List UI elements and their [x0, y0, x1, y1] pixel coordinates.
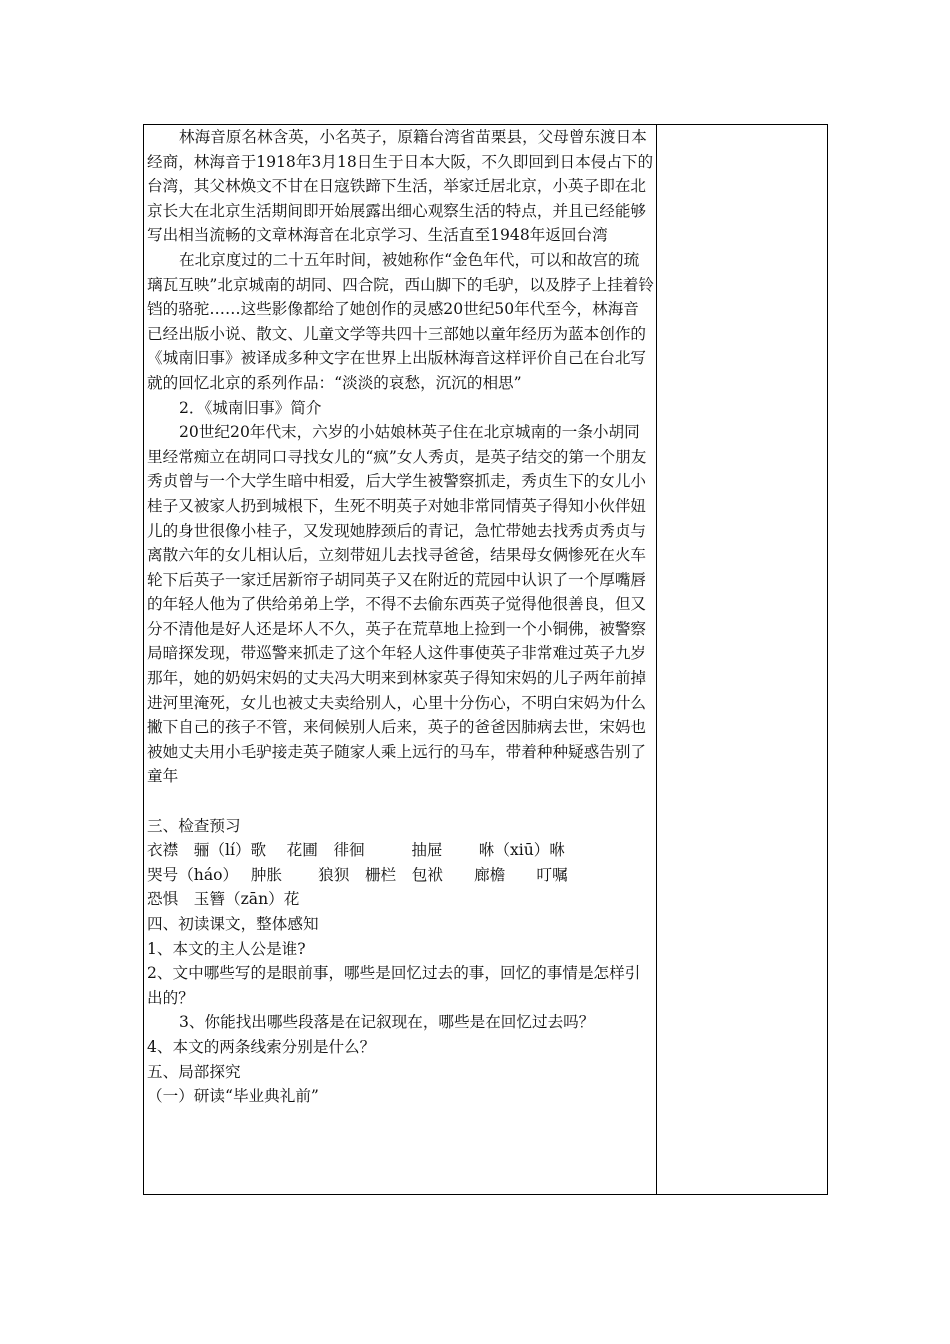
- biography-paragraph-2: 在北京度过的二十五年时间，被她称作“金色年代，可以和故宫的琉璃瓦互映”北京城南的胡同、四合院，西山脚下的毛驴，以及脖子上挂着铃铛的骆驼……这些影像都给了她创作的灵感20世纪50年代至今，林海音已经出版小说、散文、儿童文学等共四十三部她以童年经历为蓝本创作的《城南旧事》被译成多种文字在世界上出版林海音这样评价自己在台北写就的回忆北京的系列作品：“淡淡的哀愁，沉沉的相思”: [147, 250, 654, 392]
- question-1: 1、本文的主人公是谁?: [147, 939, 306, 958]
- preview-words-line-1: 衣襟 骊（lí）歌 花圃 徘徊 抽屉 咻（xiū）咻: [147, 841, 565, 860]
- question-3: 3、你能找出哪些段落是在记叙现在，哪些是在回忆过去吗？: [179, 1013, 595, 1032]
- preview-heading: 三、检查预习: [147, 816, 241, 835]
- content-column: [144, 125, 656, 1194]
- biography-paragraph-1: 林海音原名林含英，小名英子，原籍台湾省苗栗县，父母曾东渡日本经商，林海音于1918年3月18日生于日本大阪，不久即回到日本侵占下的台湾，其父林焕文不甘在日寇铁蹄下生活，举家迁居北京，小英子即在北京长大在北京生活期间即开始展露出细心观察生活的特点，并且已经能够写出相当流畅的文章林海音在北京学习、生活直至1948年返回台湾: [147, 128, 654, 245]
- preview-words-line-2: 哭号（háo） 肿胀 狼狈 栅栏 包袱 廊檐 叮嘱: [147, 865, 568, 884]
- question-4: 4、本文的两条线索分别是什么？: [147, 1037, 376, 1056]
- intro-heading: 2．《城南旧事》简介: [179, 398, 322, 417]
- lesson-table: [143, 124, 828, 1195]
- blank-line: [147, 789, 654, 814]
- explore-heading: 五、局部探究: [147, 1062, 241, 1081]
- intro-body: 20世纪20年代末，六岁的小姑娘林英子住在北京城南的一条小胡同里经常痴立在胡同口寻找女儿的“疯”女人秀贞，是英子结交的第一个朋友秀贞曾与一个大学生暗中相爱，后大学生被警察抓走，秀贞生下的女儿小桂子又被家人扔到城根下，生死不明英子对她非常同情英子得知小伙伴妞儿的身世很像小桂子，又发现她脖颈后的青记，急忙带她去找秀贞秀贞与离散六年的女儿相认后，立刻带妞儿去找寻爸爸，结果母女俩惨死在火车轮下后英子一家迁居新帘子胡同英子又在附近的荒园中认识了一个厚嘴唇的年轻人他为了供给弟弟上学，不得不去偷东西英子觉得他很善良，但又分不清他是好人还是坏人不久，英子在荒草地上捡到一个小铜佛，被警察局暗探发现，带巡警来抓走了这个年轻人这件事使英子非常难过英子九岁那年，她的奶妈宋妈的丈夫冯大明来到林家英子得知宋妈的儿子两年前掉进河里淹死，女儿也被丈夫卖给别人，心里十分伤心，不明白宋妈为什么撇下自己的孩子不管，来伺候别人后来，英子的爸爸因肺病去世，宋妈也被她丈夫用小毛驴接走英子随家人乘上远行的马车，带着种种疑惑告别了童年: [147, 423, 647, 786]
- question-2: 2、文中哪些写的是眼前事，哪些是回忆过去的事，回忆的事情是怎样引出的？: [147, 964, 641, 1007]
- explore-subheading: （一）研读“毕业典礼前”: [147, 1087, 319, 1106]
- column-divider: [656, 125, 657, 1194]
- reading-heading: 四、初读课文，整体感知: [147, 915, 319, 933]
- preview-words-line-3: 恐惧 玉簪（zān）花: [147, 890, 300, 909]
